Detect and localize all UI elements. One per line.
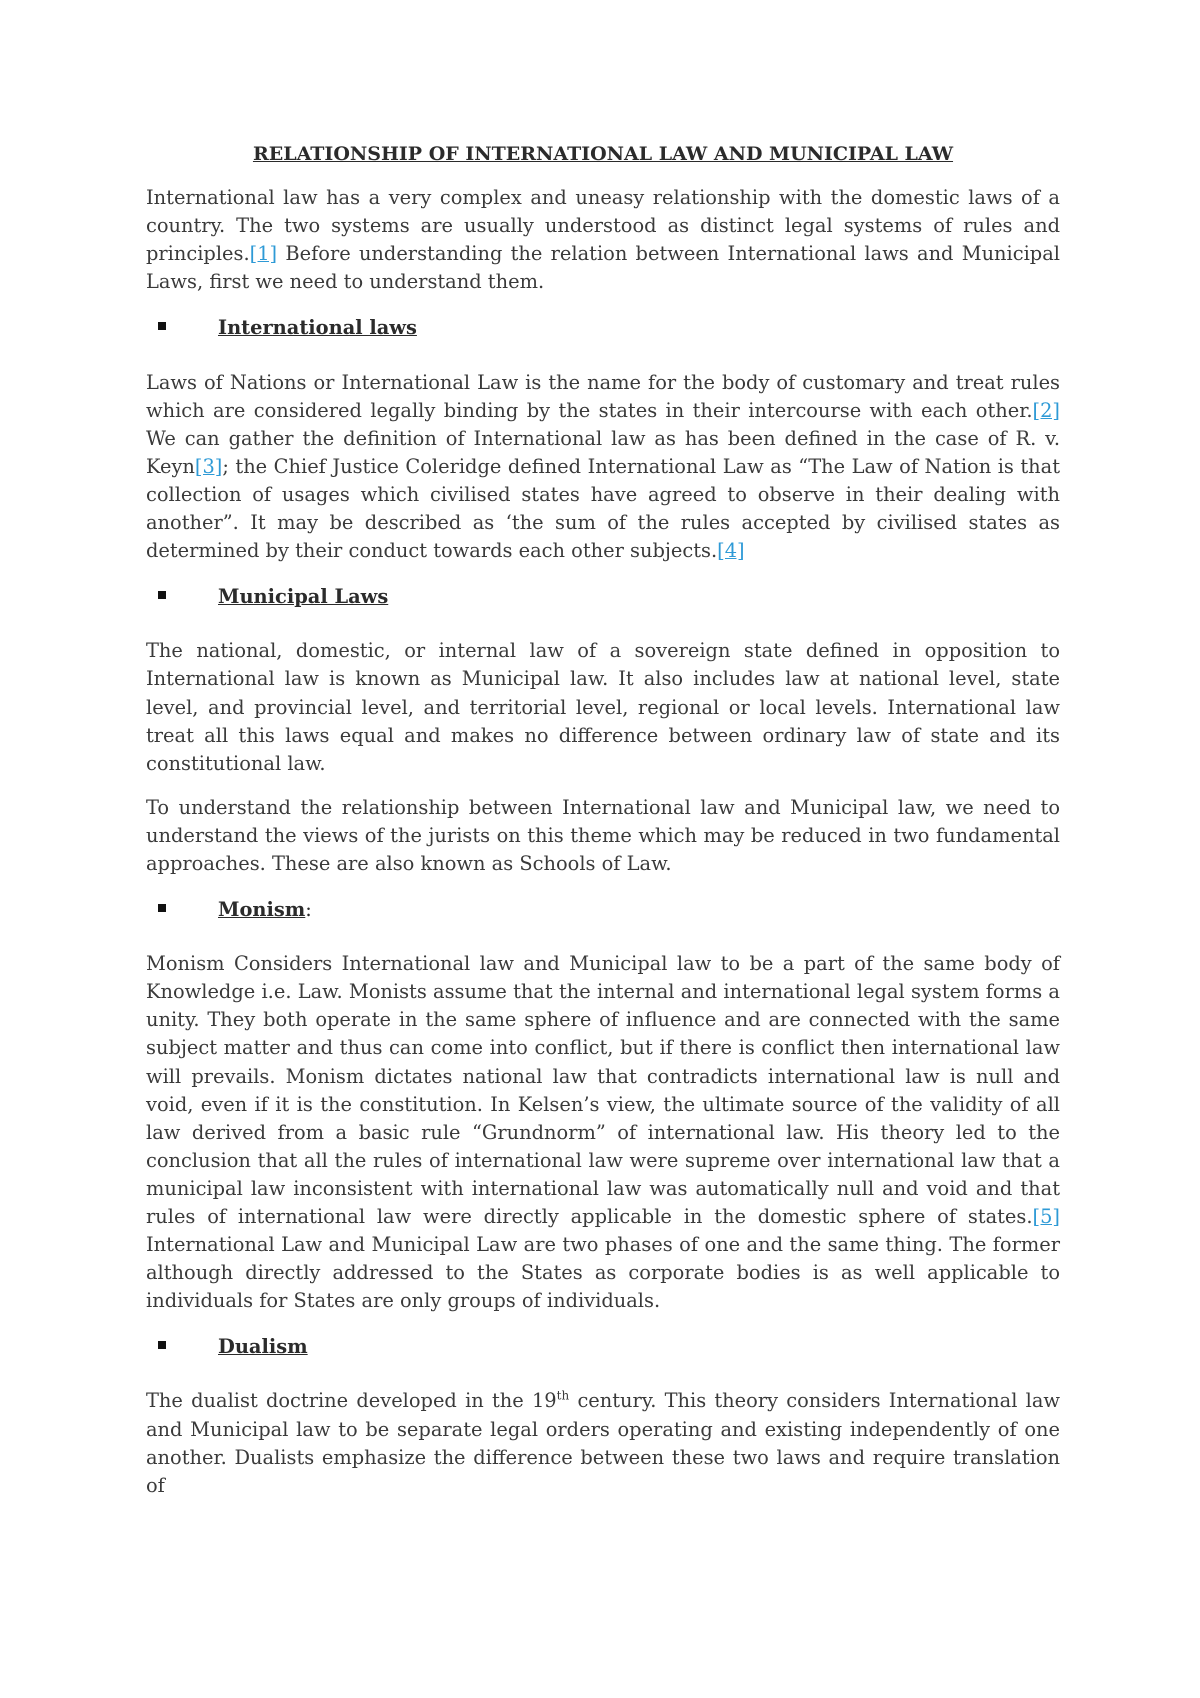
section-heading-municipal-laws (146, 583, 1060, 611)
intro-text-1: International law has a very complex and uneasy relationship with the domestic laws of a country. The two systems are usually understood as distinct legal systems of rules and principles. (146, 186, 1060, 266)
paragraph-text: century. This theory considers International law and Municipal law to be separate legal orders operating and existing independently of one another. Dualists emphasize the difference between these two laws and require translation of (146, 1389, 1061, 1497)
section-heading-monism (146, 896, 1060, 924)
paragraph-text: ; the Chief Justice Coleridge defined International Law as “The Law of Nation is that collection of usages which civilised states have agreed to observe in their dealing with another”. It may be described as ‘the sum of the rules accepted by civilised states as determined by their conduct towards each other subjects. (146, 454, 1060, 563)
footnote-ref-3[interactable]: [3] (194, 454, 223, 478)
paragraph-text: We can gather the definition of International law as has been defined in the case of R. v. Keyn (146, 426, 1060, 478)
square-bullet-icon (158, 591, 166, 599)
municipal-laws-paragraph-1: The national, domestic, or internal law of a sovereign state defined in opposition to International law is known as Municipal law. It also includes law at national level, state level, and provincial level, and territorial level, regional or local levels. International law treat all this laws equal and makes no difference between ordinary law of state and its constitutional law. (146, 639, 1060, 775)
section-heading-dualism (146, 1333, 1060, 1361)
square-bullet-icon (158, 322, 166, 330)
footnote-ref-4[interactable]: [4] (717, 539, 745, 563)
municipal-laws-paragraph-2: To understand the relationship between International law and Municipal law, we need to understand the views of the jurists on this theme which may be reduced in two fundamental approaches. These are also known as Schools of Law. (146, 795, 1060, 875)
paragraph-text: The dualist doctrine developed in the 19 (146, 1389, 557, 1413)
square-bullet-icon (158, 1341, 166, 1349)
footnote-ref-1[interactable]: [1] (249, 242, 278, 266)
international-laws-paragraph (146, 369, 1060, 566)
intro-text-2: Before understanding the relation between International laws and Municipal Laws, first we need to understand them. (146, 242, 1060, 294)
section-heading-label: Dualism (218, 1335, 308, 1359)
superscript: th (556, 1389, 570, 1403)
heading-colon: : (305, 898, 312, 922)
footnote-ref-5[interactable]: [5] (1032, 1205, 1060, 1228)
document-page (146, 140, 1060, 1516)
monism-paragraph (146, 950, 1060, 1315)
document-title: RELATIONSHIP OF INTERNATIONAL LAW AND MUNICIPAL LAW (252, 143, 954, 165)
section-heading-label: Municipal Laws (218, 585, 389, 609)
section-heading-international-laws (146, 314, 1060, 342)
section-heading-label: Monism (218, 898, 306, 922)
square-bullet-icon (158, 904, 166, 912)
intro-paragraph (146, 184, 1060, 296)
paragraph-text: International Law and Municipal Law are two phases of one and the same thing. The former although directly addressed to the States as corporate bodies is as well applicable to individuals for States are only groups of individuals. (146, 1233, 1060, 1313)
paragraph-text: Monism Considers International law and Municipal law to be a part of the same body of Knowledge i.e. Law. Monists assume that the internal and international legal system forms a unity. They both operate in the same sphere of influence and are connected with the same subject matter and thus can come into conflict, but if there is conflict then international law will prevails. Monism dictates national law that contradicts international law is null and void, even if it is the constitution. In Kelsen’s view, the ultimate source of the validity of all law derived from a basic rule “Grundnorm” of international law. His theory led to the conclusion that all the rules of international law were supreme over international law that a municipal law inconsistent with international law was automatically null and void and that rules of international law were directly applicable in the domestic sphere of states. (146, 952, 1060, 1228)
footnote-ref-2[interactable]: [2] (1032, 398, 1060, 422)
section-heading-label: International laws (218, 316, 417, 340)
dualism-paragraph (146, 1387, 1060, 1499)
paragraph-text: Laws of Nations or International Law is the name for the body of customary and treat rules which are considered legally binding by the states in their intercourse with each other. (146, 370, 1060, 422)
